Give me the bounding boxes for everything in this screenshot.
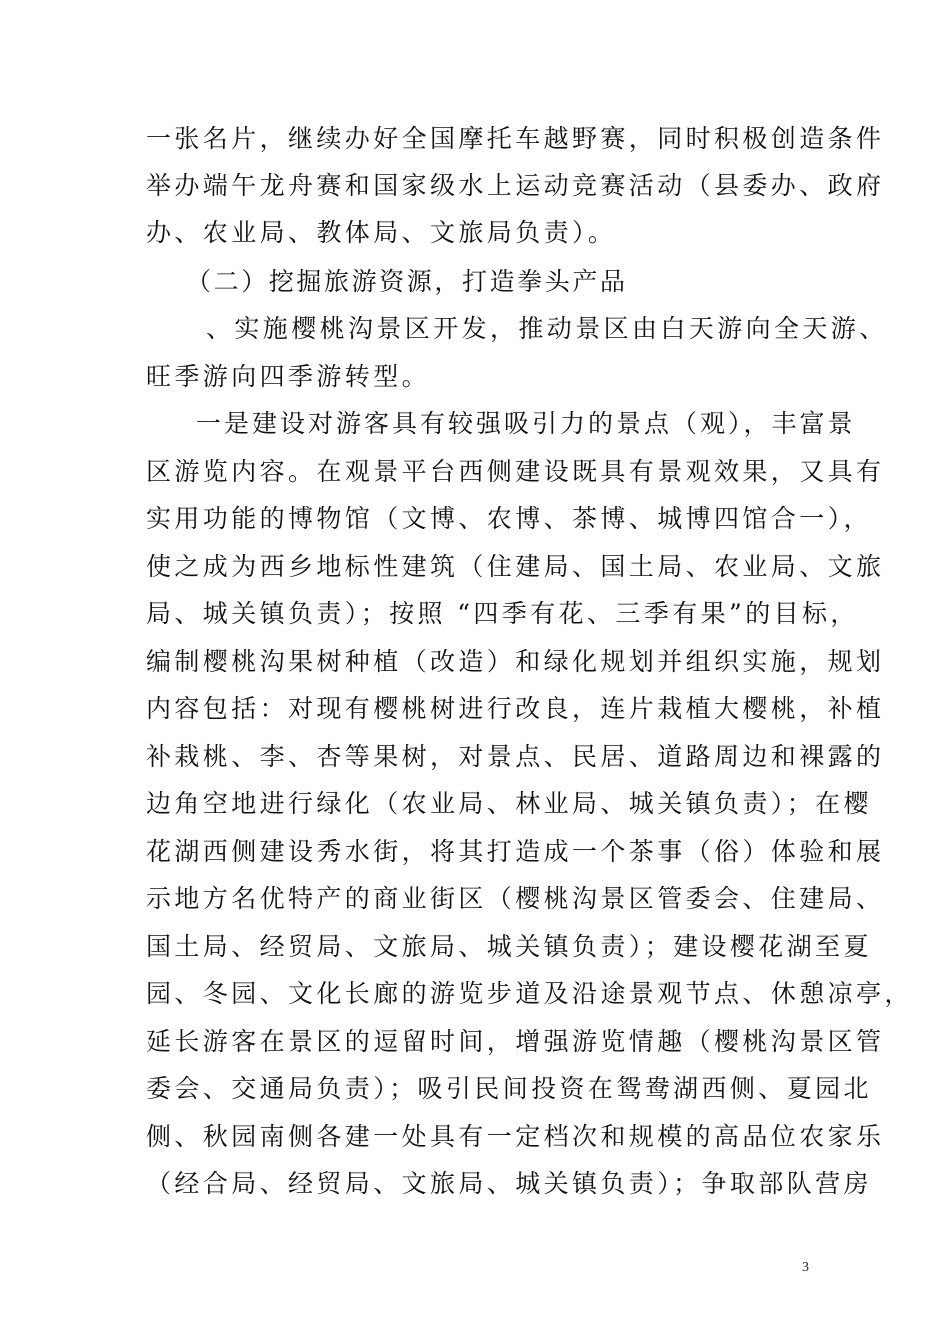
text-line-19: 园、冬园、文化长廊的游览步道及沿途景观节点、休憩凉亭， <box>146 979 913 1008</box>
text-line-16: 花湖西侧建设秀水街，将其打造成一个茶事（俗）体验和展 <box>146 837 885 866</box>
text-line-15: 边角空地进行绿化（农业局、林业局、城关镇负责）；在樱 <box>146 789 872 818</box>
text-line-11: 局、城关镇负责）；按照 “四季有花、三季有果”的目标， <box>146 599 859 628</box>
text-line-7: 一是建设对游客具有较强吸引力的景点（观），丰富景 <box>196 409 856 438</box>
text-line-17: 示地方名优特产的商业街区（樱桃沟景区管委会、住建局、 <box>146 884 885 913</box>
text-line-21: 委会、交通局负责）；吸引民间投资在鸳鸯湖西侧、夏园北 <box>146 1074 872 1103</box>
text-line-5: 、实施樱桃沟景区开发，推动景区由白天游向全天游、 <box>206 314 888 343</box>
text-line-13: 内容包括：对现有樱桃树进行改良，连片栽植大樱桃，补植 <box>146 694 885 723</box>
text-line-10: 使之成为西乡地标性建筑（住建局、国土局、农业局、文旅 <box>146 552 885 581</box>
text-line-22: 侧、秋园南侧各建一处具有一定档次和规模的高品位农家乐 <box>146 1122 885 1151</box>
text-line-12: 编制樱桃沟果树种植（改造）和绿化规划并组织实施，规划 <box>146 647 885 676</box>
text-line-9: 实用功能的博物馆（文博、农博、茶博、城博四馆合一）， <box>146 504 872 533</box>
section-heading: （二）挖掘旅游资源，打造拳头产品 <box>186 267 628 296</box>
text-line-2: 举办端午龙舟赛和国家级水上运动竞赛活动（县委办、政府 <box>146 171 885 200</box>
text-line-23: （经合局、经贸局、文旅局、城关镇负责）；争取部队营房 <box>146 1169 872 1198</box>
text-line-18: 国土局、经贸局、文旅局、城关镇负责）；建设樱花湖至夏 <box>146 932 872 961</box>
text-line-1: 一张名片，继续办好全国摩托车越野赛，同时积极创造条件 <box>146 124 885 153</box>
text-line-14: 补栽桃、李、杏等果树，对景点、民居、道路周边和裸露的 <box>146 742 885 771</box>
text-line-8: 区游览内容。在观景平台西侧建设既具有景观效果，又具有 <box>146 457 885 486</box>
page-number: 3 <box>802 1260 809 1275</box>
text-line-20: 延长游客在景区的逗留时间，增强游览情趣（樱桃沟景区管 <box>146 1027 885 1056</box>
text-line-6: 旺季游向四季游转型。 <box>146 362 431 391</box>
text-line-3: 办、农业局、教体局、文旅局负责）。 <box>146 218 617 247</box>
